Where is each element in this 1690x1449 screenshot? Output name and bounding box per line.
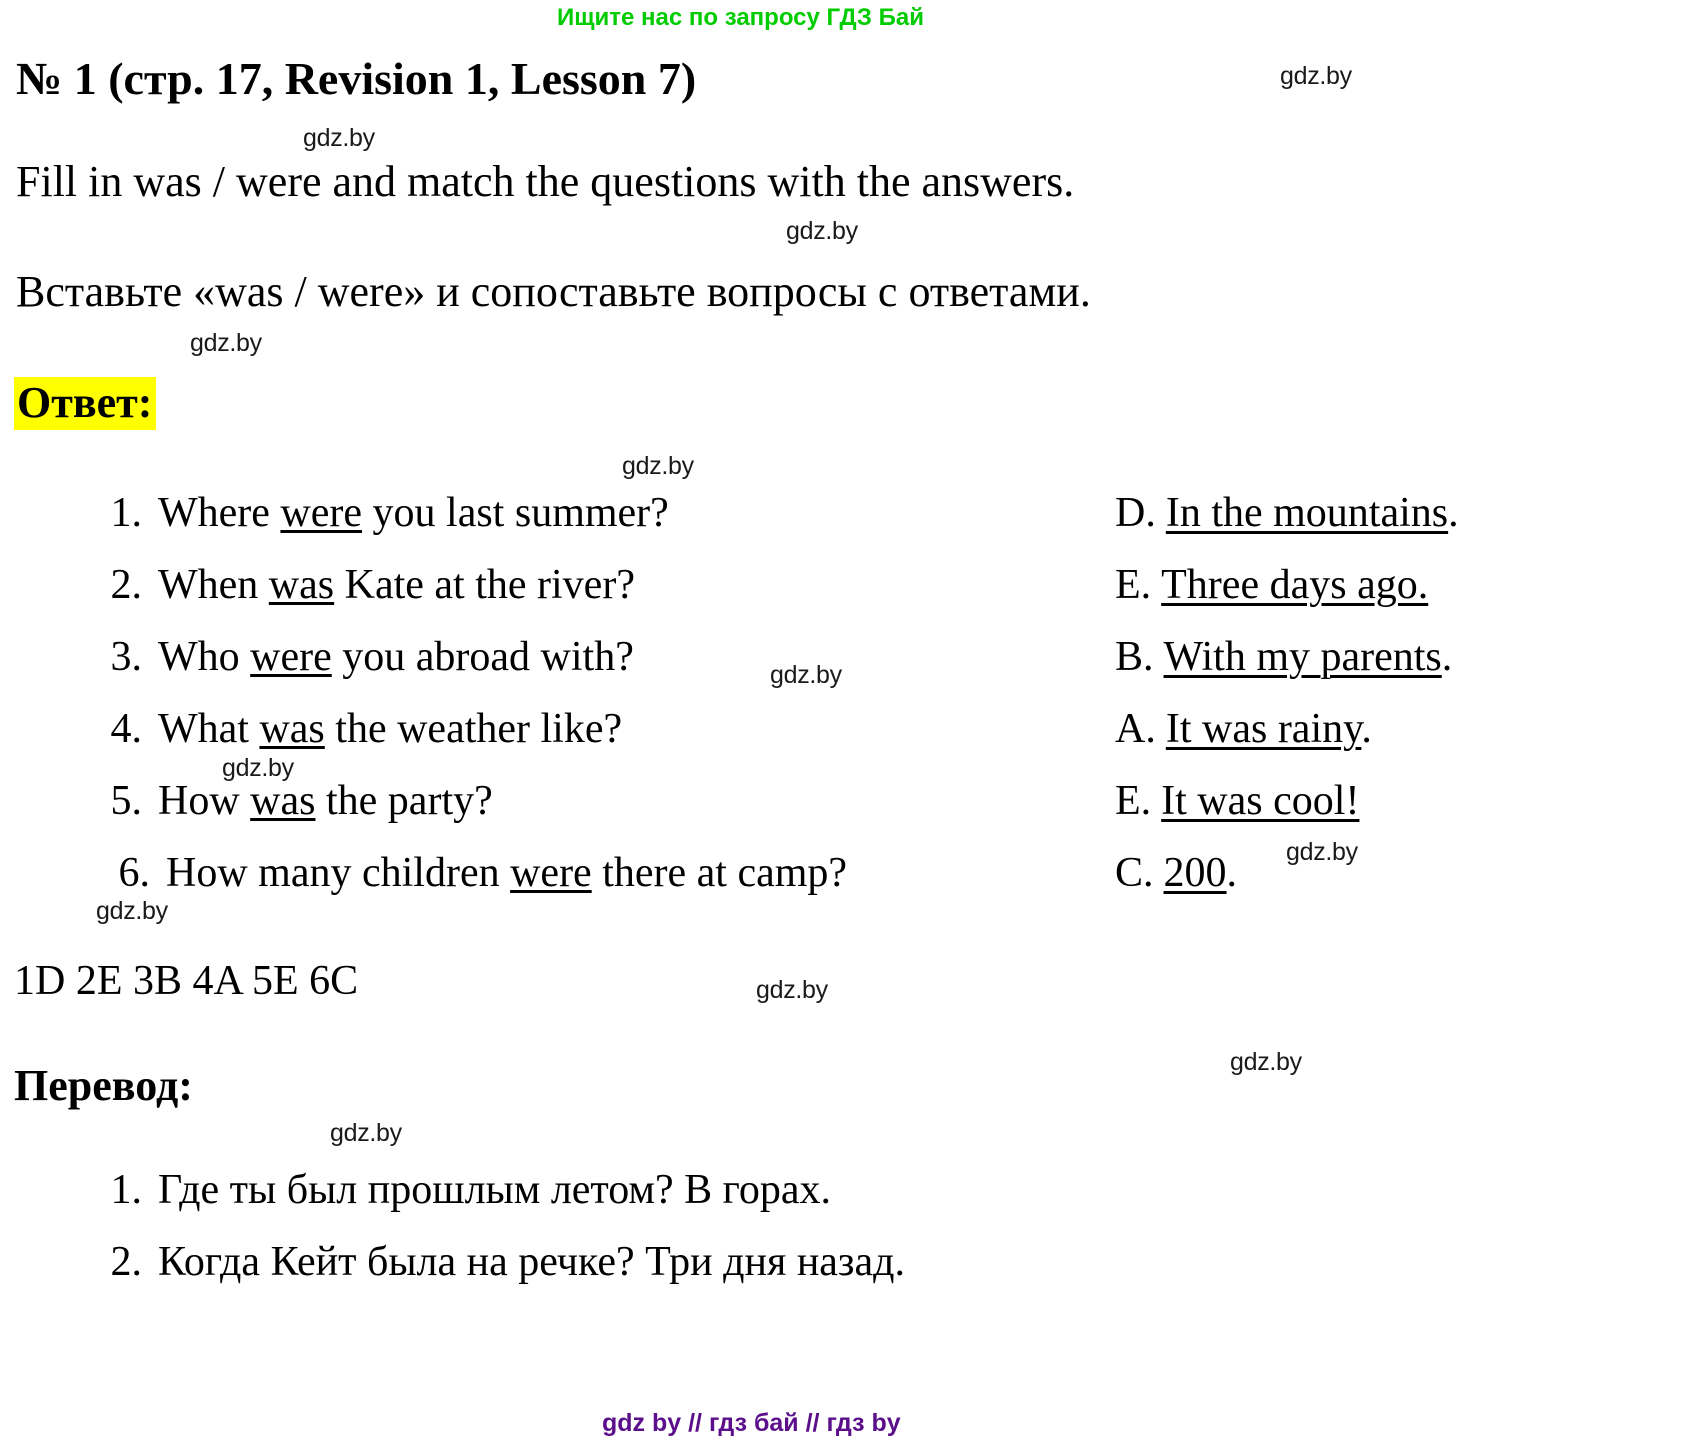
answer-label-highlight: Ответ:	[14, 377, 156, 430]
question-row-4	[80, 705, 622, 753]
question-fill-5: was	[250, 778, 316, 824]
instruction-russian: Вставьте «was / were» и сопоставьте вопросы с ответами.	[16, 267, 1091, 316]
watermark-gdz-4: gdz.by	[190, 329, 262, 357]
question-text-after-5: the party?	[315, 778, 493, 824]
answer-letter-5: E.	[1115, 778, 1152, 824]
watermark-gdz-11: gdz.by	[1230, 1048, 1302, 1076]
answer-text-2: Three days ago.	[1161, 562, 1429, 608]
translation-row-1	[80, 1166, 831, 1214]
question-number-5: 5.	[110, 778, 142, 824]
question-fill-3: were	[250, 634, 332, 680]
watermark-gdz-8: gdz.by	[96, 897, 168, 925]
answer-row-3	[1115, 633, 1452, 681]
watermark-gdz-9: gdz.by	[1286, 838, 1358, 866]
question-number-3: 3.	[110, 634, 142, 680]
watermark-gdz-3: gdz.by	[786, 217, 858, 245]
matching-key: 1D 2E 3B 4A 5E 6C	[14, 958, 359, 1004]
question-text-after-3: you abroad with?	[331, 634, 634, 680]
instruction-english: Fill in was / were and match the questions with the answers.	[16, 157, 1075, 206]
question-number-1: 1.	[110, 490, 142, 536]
answer-section-label	[14, 377, 156, 428]
translation-number-1: 1.	[110, 1167, 142, 1213]
question-number-4: 4.	[110, 706, 142, 752]
answer-text-4: It was rainy	[1165, 706, 1362, 752]
answer-letter-1: D.	[1115, 490, 1156, 536]
question-row-3	[80, 633, 634, 681]
watermark-gdz-10: gdz.by	[756, 976, 828, 1004]
answer-row-2	[1115, 561, 1428, 609]
question-text-after-4: the weather like?	[324, 706, 623, 752]
question-number-6: 6.	[118, 850, 150, 896]
answer-row-1	[1115, 489, 1459, 537]
answer-tail-6: .	[1226, 850, 1238, 896]
question-row-1	[80, 489, 669, 537]
answer-row-6	[1115, 849, 1237, 897]
bottom-promo-watermark: gdz by // гдз бай // гдз by	[602, 1409, 901, 1437]
answer-letter-6: C.	[1115, 850, 1154, 896]
question-text-before-5: How	[158, 778, 251, 824]
translation-row-2	[80, 1238, 905, 1286]
watermark-gdz-7: gdz.by	[222, 754, 294, 782]
answer-text-6: 200	[1163, 850, 1227, 896]
question-text-after-2: Kate at the river?	[334, 562, 635, 608]
answer-tail-4: .	[1361, 706, 1372, 752]
watermark-gdz-2: gdz.by	[303, 124, 375, 152]
answer-row-4	[1115, 705, 1372, 753]
question-row-5	[80, 777, 493, 825]
question-text-before-4: What	[158, 706, 260, 752]
question-number-2: 2.	[110, 562, 142, 608]
question-row-2	[80, 561, 635, 609]
answer-letter-4: A.	[1115, 706, 1156, 752]
answer-row-5	[1115, 777, 1359, 825]
top-promo-watermark: Ищите нас по запросу ГДЗ Бай	[557, 4, 924, 31]
answer-text-1: In the mountains	[1165, 490, 1449, 536]
question-row-6	[88, 849, 847, 897]
watermark-gdz-12: gdz.by	[330, 1119, 402, 1147]
translation-section-label: Перевод:	[14, 1061, 193, 1110]
answer-text-3: With my parents	[1163, 634, 1442, 680]
question-text-before-6: How many children	[166, 850, 511, 896]
question-fill-2: was	[268, 562, 335, 608]
page-title: № 1 (стр. 17, Revision 1, Lesson 7)	[16, 53, 697, 104]
question-text-before-3: Who	[158, 634, 251, 680]
translation-text-2: Когда Кейт была на речке? Три дня назад.	[158, 1239, 906, 1285]
question-fill-6: were	[510, 850, 592, 896]
question-text-after-1: you last summer?	[362, 490, 669, 536]
question-text-before-1: Where	[158, 490, 281, 536]
translation-number-2: 2.	[110, 1239, 142, 1285]
answer-tail-1: .	[1448, 490, 1459, 536]
question-text-after-6: there at camp?	[591, 850, 848, 896]
watermark-gdz-6: gdz.by	[770, 661, 842, 689]
answer-tail-3: .	[1441, 634, 1453, 680]
answer-text-5: It was cool!	[1161, 778, 1360, 824]
answer-letter-3: B.	[1115, 634, 1154, 680]
question-fill-1: were	[280, 490, 363, 536]
question-fill-4: was	[259, 706, 325, 752]
watermark-gdz-1: gdz.by	[1280, 62, 1352, 90]
answer-letter-2: E.	[1115, 562, 1152, 608]
translation-text-1: Где ты был прошлым летом? В горах.	[158, 1167, 831, 1213]
question-text-before-2: When	[158, 562, 269, 608]
watermark-gdz-5: gdz.by	[622, 452, 694, 480]
